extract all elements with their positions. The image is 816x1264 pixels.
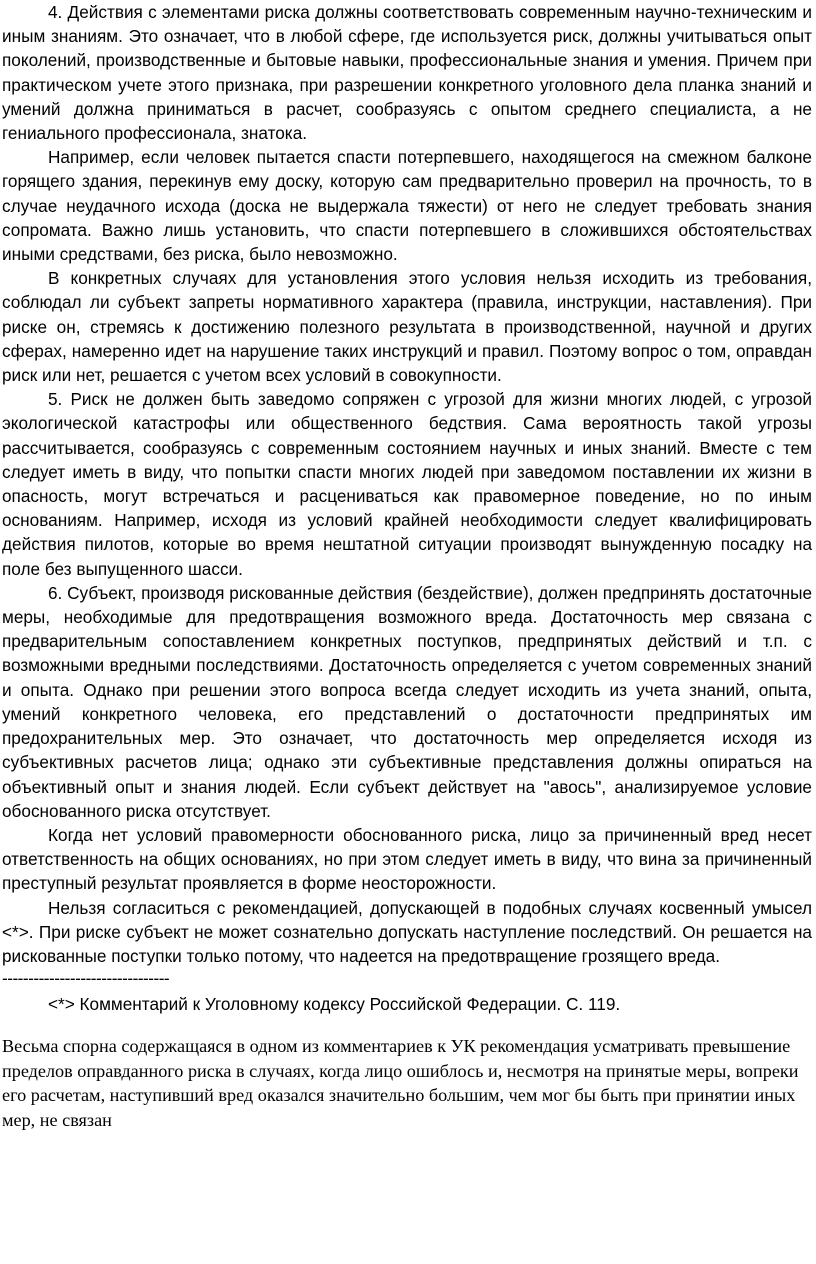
paragraph-normative-requirements: В конкретных случаях для установления этого условия нельзя исходить из требования, соблюдал ли субъект запреты нормативного характера (правила, инструкции, наставления). При риске он, стремясь к достижению полезного результата в производственной, научной и других сферах, намеренно идет на нарушение таких инструкций и правил. Поэтому вопрос о том, оправдан риск или нет, решается с учетом всех условий в совокупности. (2, 268, 812, 386)
footnote: <*> Комментарий к Уголовному кодексу Российской Федерации. С. 119. (48, 994, 621, 1015)
paragraph-item-5: 5. Риск не должен быть заведомо сопряжен с угрозой для жизни многих людей, с угрозой экологической катастрофы или общественного бедствия. Сама вероятность такой угрозы рассчитывается, сообразуясь с современным состоянием научных и иных знаний. Вместе с тем следует иметь в виду, что попытки спасти многих людей при заведомом поставлении их жизни в опасность, могут встречаться и расцениваться как правомерное поведение, но по иным основаниям. Например, исходя из условий крайней необходимости следует квалифицировать действия пилотов, которые во время нештатной ситуации производят вынужденную посадку на поле без выпущенного шасси. (2, 389, 812, 579)
main-text-block (2, 0, 812, 968)
paragraph-no-conditions: Когда нет условий правомерности обоснованного риска, лицо за причиненный вред несет ответственность на общих основаниях, но при этом следует иметь в виду, что вина за причиненный преступный результат проявляется в форме неосторожности. (2, 824, 812, 894)
paragraph-indirect-intent: Нельзя согласиться с рекомендацией, допускающей в подобных случаях косвенный умысел <*>. При риске субъект не может сознательно допускать наступление последствий. Он решается на рискованные поступки только потому, что надеется на предотвращение грозящего вреда. (2, 897, 812, 966)
footnote-separator: -------------------------------- (2, 968, 170, 989)
continuation-text: Весьма спорна содержащаяся в одном из комментариев к УК рекомендация усматривать превышение пределов оправданного риска в случаях, когда лицо ошиблось и, несмотря на принятые меры, вопреки его расчетам, наступивший вред оказался значительно большим, чем мог бы быть при принятии иных мер, не связан (2, 1036, 799, 1130)
paragraph-item-4: 4. Действия с элементами риска должны соответствовать современным научно-техническим и иным знаниям. Это означает, что в любой сфере, где используется риск, должны учитываться опыт поколений, производственные и бытовые навыки, профессиональные знания и умения. Причем при практическом учете этого признака, при разрешении конкретного уголовного дела планка знаний и умений должна приниматься в расчет, сообразуясь с опытом среднего специалиста, а не гениального профессионала, знатока. (2, 2, 812, 144)
paragraph-item-6: 6. Субъект, производя рискованные действия (бездействие), должен предпринять достаточные меры, необходимые для предотвращения возможного вреда. Достаточность мер связана с предварительным сопоставлением конкретных поступков, предпринятых действий и т.п. с возможными вредными последствиями. Достаточность определяется с учетом современных знаний и опыта. Однако при решении этого вопроса всегда следует исходить из учета знаний, опыта, умений конкретного человека, его представлений о достаточности предпринятых им предохранительных мер. Это означает, что достаточность мер определяется исходя из субъективных расчетов лица; однако эти субъективные представления должны опираться на объективный опыт и знания людей. Если субъект действует на "авось", анализируемое условие обоснованного риска отсутствует. (2, 582, 812, 821)
paragraph-example-balcony: Например, если человек пытается спасти потерпевшего, находящегося на смежном балконе горящего здания, перекинув ему доску, которую сам предварительно проверил на прочность, то в случае неудачного исхода (доска не выдержала тяжести) от него не следует требовать знания сопромата. Важно лишь установить, что спасти потерпевшего в сложившихся обстоятельствах иными средствами, без риска, было невозможно. (2, 147, 812, 265)
